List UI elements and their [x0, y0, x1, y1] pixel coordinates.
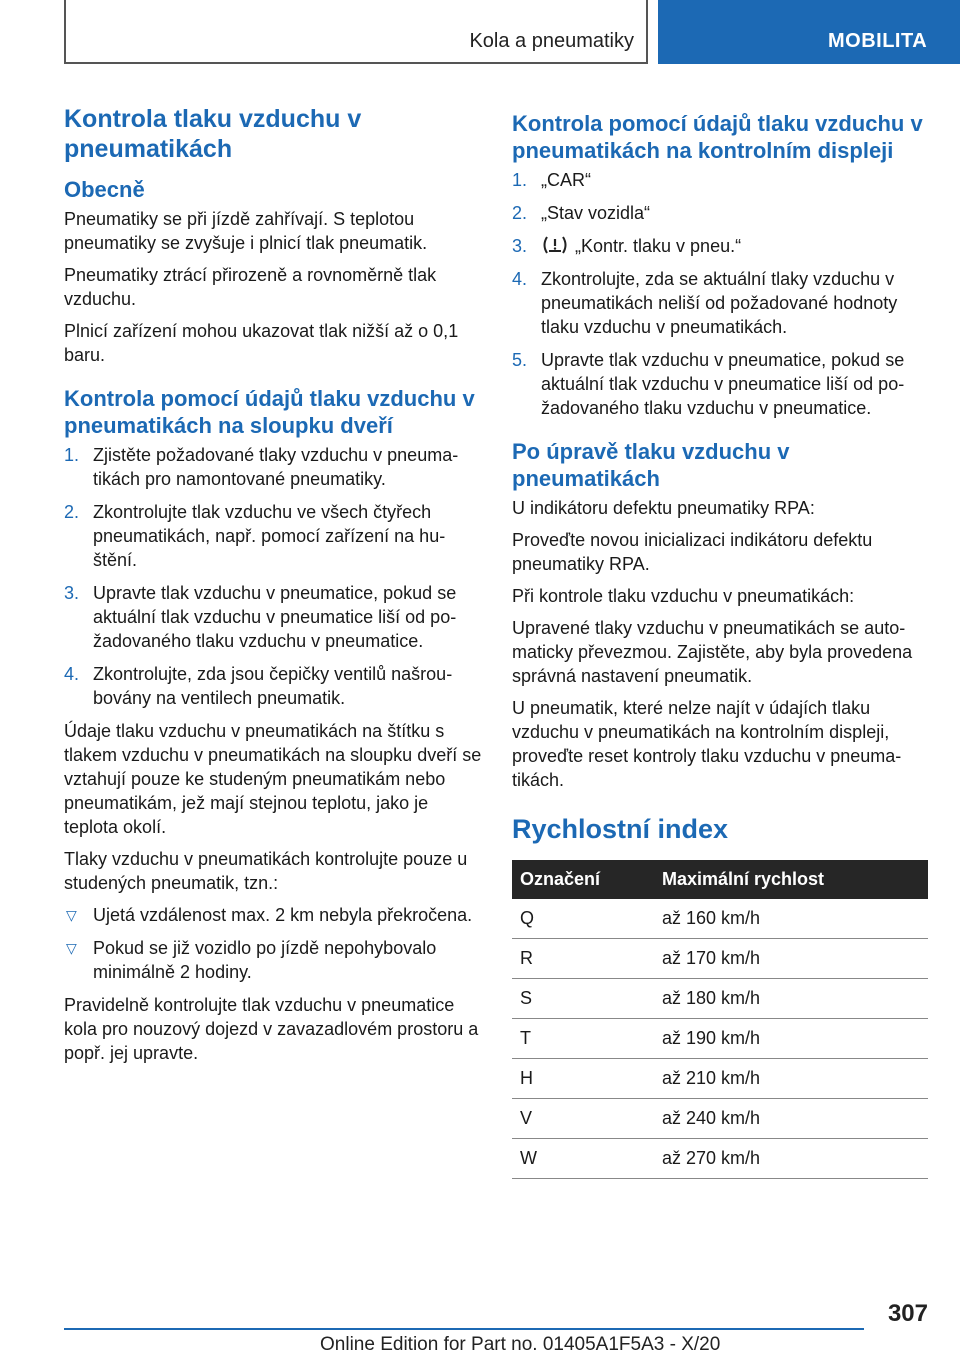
table-row [512, 1019, 928, 1059]
step-text: Zkontrolujte, zda se aktuální tlaky vzduchu v pneumatikách neliší od požadované hodnoty tlaku vzduchu v pneumatikách. [541, 269, 898, 337]
table-row [512, 1059, 928, 1099]
door-heading: Kontrola pomocí údajů tlaku vzduchu v pneumatikách na sloupku dveří [64, 386, 475, 438]
step-number: 1. [512, 170, 528, 190]
table-cell: až 170 km/h [654, 939, 928, 979]
table-cell: Q [512, 899, 654, 939]
table-row [512, 1099, 928, 1139]
step-text: „Stav vozidla“ [541, 203, 651, 223]
table-cell: až 160 km/h [654, 899, 928, 939]
after-paragraph: U indikátoru defektu pneumatiky RPA: [512, 498, 815, 518]
step-number: 3. [64, 583, 80, 603]
step-number: 5. [512, 350, 528, 370]
table-row [512, 979, 928, 1019]
after-paragraph: Proveďte novou inicializaci indikátoru defektu pneumatiky RPA. [512, 530, 873, 574]
step-number: 2. [64, 502, 80, 522]
step-item [64, 581, 482, 653]
tire-pressure-warning-icon [541, 235, 569, 255]
step-item [512, 201, 930, 225]
after-paragraph: Upravené tlaky vzduchu v pneumatikách se automaticky převezmou. Zajistěte, aby byla provedena správná nastavení pneumatik. [512, 618, 913, 686]
table-cell: až 210 km/h [654, 1059, 928, 1099]
speed-index-table [512, 860, 928, 1179]
general-paragraph: Pneumatiky ztrácí přirozeně a rovnoměrně tlak vzduchu. [64, 265, 437, 309]
table-cell: H [512, 1059, 654, 1099]
general-heading: Obecně [64, 177, 145, 202]
table-cell: až 180 km/h [654, 979, 928, 1019]
step-item [64, 443, 482, 491]
step-text: „Kontr. tlaku v pneu.“ [575, 236, 742, 256]
step-text: Zjistěte požadované tlaky vzduchu v pneumatikách pro namontované pneumatiky. [93, 445, 459, 489]
speed-index-heading: Rychlostní index [512, 814, 729, 844]
step-item [512, 348, 930, 420]
step-item [64, 500, 482, 572]
table-cell: S [512, 979, 654, 1019]
display-heading: Kontrola pomocí údajů tlaku vzduchu v pneumatikách na kontrolním displeji [512, 111, 923, 163]
step-text: Upravte tlak vzduchu v pneumatice, pokud se aktuální tlak vzduchu v pneumatice liší od požadovaného tlaku vzduchu v pneumatice. [541, 350, 905, 418]
triangle-bullet-icon: ▽ [66, 940, 77, 956]
triangle-bullet-icon: ▽ [66, 907, 77, 923]
door-steps [64, 443, 482, 710]
column-header: Označení [512, 860, 654, 899]
general-paragraph: Plnicí zařízení mohou ukazovat tlak nižší až o 0,1 baru. [64, 321, 459, 365]
list-item [64, 936, 482, 984]
footer-divider [64, 1328, 864, 1330]
column-header: Maximální rychlost [654, 860, 928, 899]
step-text: Zkontrolujte, zda jsou čepičky ventilů našroubovány na ventilech pneumatik. [93, 664, 453, 708]
list-item-text: Pokud se již vozidlo po jízdě nepohybovalo minimálně 2 hodiny. [93, 938, 437, 982]
section-title: Kola a pneumatiky [469, 30, 634, 52]
step-number: 1. [64, 445, 80, 465]
step-item [512, 168, 930, 192]
right-column [512, 104, 930, 1179]
step-item [64, 662, 482, 710]
list-item [64, 903, 482, 927]
general-paragraph: Pneumatiky se při jízdě zahřívají. S teplotou pneumatiky se zvyšuje i plnicí tlak pneumatik. [64, 209, 428, 253]
table-cell: V [512, 1099, 654, 1139]
edition-note: Online Edition for Part no. 01405A1F5A3 - X/20 [320, 1334, 721, 1355]
step-text: Upravte tlak vzduchu v pneumatice, pokud se aktuální tlak vzduchu v pneumatice liší od požadovaného tlaku vzduchu v pneumatice. [93, 583, 457, 651]
table-row [512, 1139, 928, 1179]
table-cell: až 270 km/h [654, 1139, 928, 1179]
step-number: 4. [512, 269, 528, 289]
step-text: Zkontrolujte tlak vzduchu ve všech čtyřech pneumatikách, např. pomocí zařízení na huštění. [93, 502, 446, 570]
door-paragraph: Pravidelně kontrolujte tlak vzduchu v pneumatice kola pro nouzový dojezd v zavazadlovém prostoru a popř. jej upravte. [64, 995, 479, 1063]
step-number: 4. [64, 664, 80, 684]
step-text: „CAR“ [541, 170, 591, 190]
header-left-box [64, 0, 648, 64]
table-row [512, 939, 928, 979]
step-item [512, 234, 930, 258]
door-paragraph: Údaje tlaku vzduchu v pneumatikách na štítku s tlakem vzduchu v pneumatikách na sloupku dveří se vztahují pouze ke studeným pneumatikám nebo pneumatikám, jež mají stejnou teplotu, jako je teplota okolí. [64, 721, 482, 837]
door-paragraph: Tlaky vzduchu v pneumatikách kontrolujte pouze u studených pneumatik, tzn.: [64, 849, 468, 893]
step-number: 2. [512, 203, 528, 223]
step-number: 3. [512, 236, 528, 256]
table-cell: až 190 km/h [654, 1019, 928, 1059]
table-cell: R [512, 939, 654, 979]
left-column [64, 104, 482, 1073]
table-cell: až 240 km/h [654, 1099, 928, 1139]
chapter-title: MOBILITA [828, 30, 928, 52]
table-cell: W [512, 1139, 654, 1179]
display-steps [512, 168, 930, 420]
table-cell: T [512, 1019, 654, 1059]
list-item-text: Ujetá vzdálenost max. 2 km nebyla překročena. [93, 905, 473, 925]
page-number: 307 [887, 1300, 928, 1327]
page-title: Kontrola tlaku vzduchu v pneumatikách [64, 105, 362, 163]
table-row [512, 899, 928, 939]
table-header-row [512, 860, 928, 899]
after-heading: Po úpravě tlaku vzduchu v pneumatikách [512, 439, 790, 491]
after-paragraph: Při kontrole tlaku vzduchu v pneumatikách: [512, 586, 855, 606]
step-item [512, 267, 930, 339]
after-paragraph: U pneumatik, které nelze najít v údajích tlaku vzduchu v pneumatikách na kontrolním displeji, proveďte reset kontroly tlaku vzduchu v pneumatikách. [512, 698, 902, 790]
condition-list [64, 903, 482, 984]
